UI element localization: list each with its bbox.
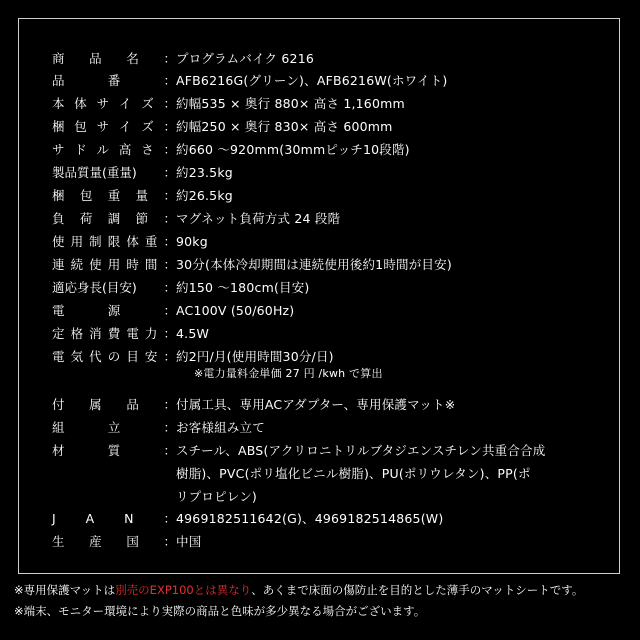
- spec-frame: [18, 18, 620, 574]
- spec-row: [19, 185, 621, 207]
- spec-value: 4969182511642(G)、4969182514865(W): [176, 511, 444, 526]
- spec-label: 梱 包 重 量 ：: [52, 188, 176, 203]
- spec-value: 約幅535 × 奥行 880× 高さ 1,160mm: [176, 96, 405, 111]
- spec-row: [19, 162, 621, 184]
- spec-row: [19, 300, 621, 322]
- spec-value: AC100V (50/60Hz): [176, 303, 295, 318]
- spec-row: [19, 394, 621, 416]
- spec-value: 約26.5kg: [176, 188, 233, 203]
- footer-note-1: [14, 581, 583, 599]
- spec-label: 本 体 サ イ ズ ：: [52, 96, 176, 111]
- spec-value: 約23.5kg: [176, 165, 233, 180]
- spec-label: 組 立 ：: [52, 420, 176, 435]
- spec-row: [19, 277, 621, 299]
- footer-note-2: ※端末、モニター環境により実際の商品と色味が多少異なる場合がございます。: [14, 604, 426, 618]
- spec-value-note: ※電力量料金単価 27 円 /kwh で算出: [194, 367, 383, 380]
- spec-row: [19, 531, 621, 553]
- spec-value: 約幅250 × 奥行 830× 高さ 600mm: [176, 119, 393, 134]
- footer-note-1-pre: ※専用保護マットは: [14, 583, 116, 597]
- spec-row: [19, 139, 621, 161]
- spec-label: 定 格 消 費 電 力 ：: [52, 326, 176, 341]
- spec-row: [19, 440, 621, 504]
- spec-label: 適応身長(目安) ：: [52, 280, 176, 295]
- footer-note-1-post: 、あくまで床面の傷防止を目的とした薄手のマットシートです。: [251, 583, 584, 597]
- spec-value: マグネット負荷方式 24 段階: [176, 211, 341, 226]
- spec-value: 約150 〜180cm(目安): [176, 280, 310, 295]
- spec-value: 中国: [176, 534, 202, 549]
- spec-row: [19, 208, 621, 230]
- spec-label: 連 続 使 用 時 間 ：: [52, 257, 176, 272]
- spec-row: [19, 323, 621, 345]
- spec-value: 30分(本体冷却期間は連続使用後約1時間が目安): [176, 257, 452, 272]
- spec-row: [19, 508, 621, 530]
- spec-value: AFB6216G(グリーン)、AFB6216W(ホワイト): [176, 73, 448, 88]
- spec-label: 負 荷 調 節 ：: [52, 211, 176, 226]
- spec-value: 付属工具、専用ACアダプター、専用保護マット※: [176, 397, 456, 412]
- spec-row: [19, 346, 621, 380]
- spec-label: 品 番 ：: [52, 73, 176, 88]
- spec-label: 材 質 ：: [52, 443, 176, 458]
- spec-label: 電 気 代 の 目 安 ：: [52, 349, 176, 364]
- spec-label: サ ド ル 高 さ ：: [52, 142, 176, 157]
- spec-label: 生 産 国 ：: [52, 534, 176, 549]
- spec-row: [19, 93, 621, 115]
- spec-row: [19, 70, 621, 92]
- footer-note-1-highlight: 別売のEXP100とは異なり: [115, 583, 252, 597]
- spec-row: [19, 417, 621, 439]
- spec-value: お客様組み立て: [176, 420, 265, 435]
- spec-value-continued: 樹脂)、PVC(ポリ塩化ビニル樹脂)、PU(ポリウレタン)、PP(ポ: [176, 466, 531, 481]
- spec-value: 4.5W: [176, 326, 210, 341]
- spec-label: J A N ：: [52, 511, 176, 526]
- spec-label: 商 品 名 ：: [52, 51, 176, 66]
- spec-value: スチール、ABS(アクリロニトリルブタジエンスチレン共重合合成: [176, 443, 546, 458]
- spec-label: 梱 包 サ イ ズ ：: [52, 119, 176, 134]
- spec-value: 90kg: [176, 234, 208, 249]
- spec-value: 約2円/月(使用時間30分/日): [176, 349, 334, 364]
- spec-label: 使 用 制 限 体 重 ：: [52, 234, 176, 249]
- spec-row: [19, 116, 621, 138]
- spec-value-continued: リプロピレン): [176, 489, 257, 504]
- spec-row: [19, 231, 621, 253]
- spec-label: 電 源 ：: [52, 303, 176, 318]
- spec-value: 約660 〜920mm(30mmピッチ10段階): [176, 142, 410, 157]
- spec-label: 付 属 品 ：: [52, 397, 176, 412]
- spec-value: プログラムバイク 6216: [176, 51, 315, 66]
- spec-row: [19, 48, 621, 70]
- spec-label: 製品質量(重量) ：: [52, 165, 176, 180]
- spec-row: [19, 254, 621, 276]
